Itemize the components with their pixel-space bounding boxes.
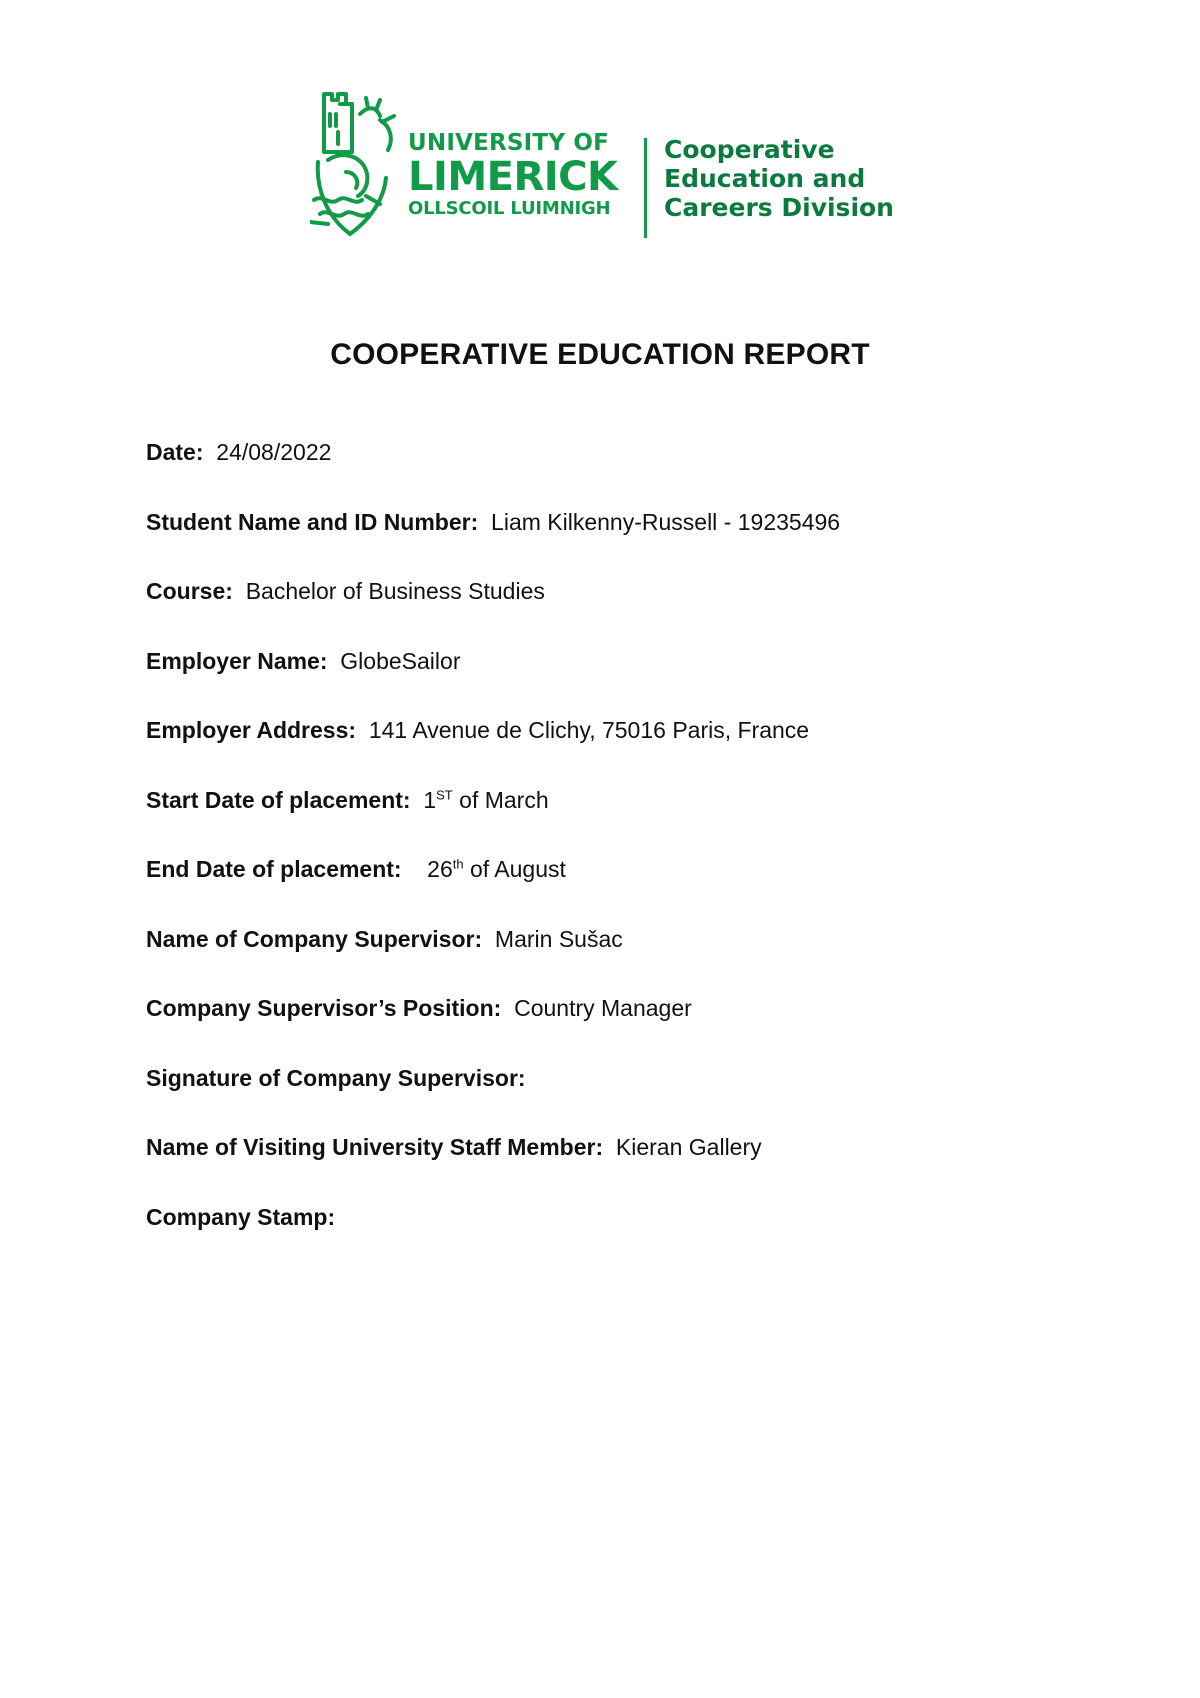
university-crest-icon xyxy=(310,92,402,242)
division-line: Education and xyxy=(664,164,866,193)
field-label: Name of Company Supervisor: xyxy=(146,925,483,952)
field-label: Course: xyxy=(146,578,233,604)
field-visiting-staff xyxy=(146,1132,1106,1202)
field-supervisor-name xyxy=(146,924,1106,994)
field-value: Kieran Gallery xyxy=(615,1134,762,1160)
field-value: Marin Sušac xyxy=(494,925,623,952)
field-start-date xyxy=(146,785,1106,855)
university-name-line2: LIMERICK xyxy=(408,154,618,200)
field-employer-address xyxy=(146,715,1106,785)
field-value: GlobeSailor xyxy=(340,647,461,674)
field-label: Company Stamp: xyxy=(146,1203,336,1230)
field-date xyxy=(146,437,1106,507)
university-name-irish: OLLSCOIL LUIMNIGH xyxy=(408,198,611,219)
report-title: COOPERATIVE EDUCATION REPORT xyxy=(330,338,870,371)
field-label: End Date of placement: xyxy=(146,856,402,882)
field-supervisor-position xyxy=(146,993,1106,1063)
field-student xyxy=(146,507,1106,577)
field-label: Signature of Company Supervisor: xyxy=(146,1064,526,1091)
field-label: Name of Visiting University Staff Member: xyxy=(146,1134,604,1160)
field-label: Company Supervisor’s Position: xyxy=(146,995,502,1021)
field-value: Bachelor of Business Studies xyxy=(245,578,545,604)
field-employer-name xyxy=(146,646,1106,716)
field-value: Liam Kilkenny-Russell - 19235496 xyxy=(491,508,841,535)
field-label: Employer Address: xyxy=(146,717,357,743)
university-name-line1: UNIVERSITY OF xyxy=(408,130,610,156)
field-label: Date: xyxy=(146,439,204,465)
field-course xyxy=(146,576,1106,646)
division-name xyxy=(664,135,894,222)
field-signature xyxy=(146,1063,1106,1133)
division-line: Cooperative xyxy=(664,135,835,164)
field-value: 26th of August xyxy=(427,856,566,882)
ordinal-suffix: th xyxy=(452,856,464,872)
university-wordmark xyxy=(408,132,638,218)
field-end-date xyxy=(146,854,1106,924)
university-logo xyxy=(310,92,910,242)
field-value: 141 Avenue de Clichy, 75016 Paris, France xyxy=(368,717,810,743)
field-label: Student Name and ID Number: xyxy=(146,508,479,535)
ordinal-suffix: ST xyxy=(436,786,453,802)
field-label: Start Date of placement: xyxy=(146,786,411,813)
field-label: Employer Name: xyxy=(146,647,328,674)
field-company-stamp xyxy=(146,1202,1106,1272)
field-value: 24/08/2022 xyxy=(216,439,332,465)
report-fields xyxy=(146,437,1106,1271)
division-line: Careers Division xyxy=(664,193,894,222)
logo-divider xyxy=(644,138,647,238)
field-value: 1ST of March xyxy=(423,786,549,813)
field-value: Country Manager xyxy=(514,995,692,1021)
